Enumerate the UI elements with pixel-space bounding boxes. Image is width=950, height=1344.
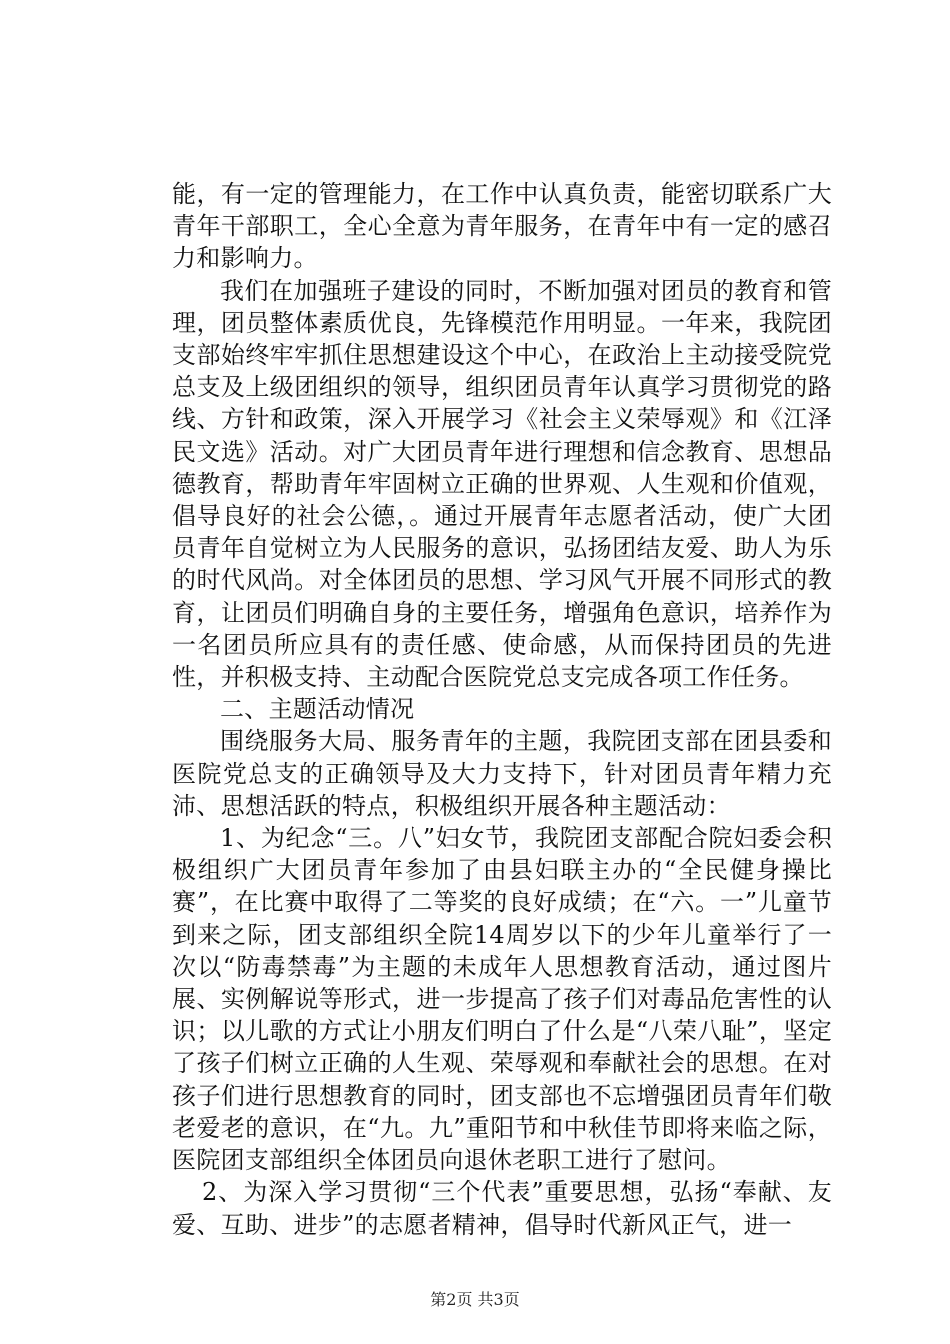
paragraph-activity-1: 1、为纪念“三。八”妇女节，我院团支部配合院妇委会积极组织广大团员青年参加了由县妇联主办的“全民健身操比赛”，在比赛中取得了二等奖的良好成绩；在“六。一”儿童节到来之际，团支部组织全院14周岁以下的少年儿童举行了一次以“防毒禁毒”为主题的未成年人思想教育活动，通过图片展、实例解说等形式，进一步提高了孩子们对毒品危害性的认识；以儿歌的方式让小朋友们明白了什么是“八荣八耻”，坚定了孩子们树立正确的人生观、荣辱观和奉献社会的思想。在对孩子们进行思想教育的同时，团支部也不忘增强团员青年们敬老爱老的意识，在“九。九”重阳节和中秋佳节即将来临之际，医院团支部组织全体团员向退休老职工进行了慰问。	[172, 824, 832, 1175]
paragraph-team-building: 我们在加强班子建设的同时，不断加强对团员的教育和管理，团员整体素质优良，先锋模范作用明显。一年来，我院团支部始终牢牢抓住思想建设这个中心，在政治上主动接受院党总支及上级团组织的领导，组织团员青年认真学习贯彻党的路线、方针和政策，深入开展学习《社会主义荣辱观》和《江泽民文选》活动。对广大团员青年进行理想和信念教育、思想品德教育，帮助青年牢固树立正确的世界观、人生观和价值观，倡导良好的社会公德，。通过开展青年志愿者活动，使广大团员青年自觉树立为人民服务的意识，弘扬团结友爱、助人为乐的时代风尚。对全体团员的思想、学习风气开展不同形式的教育，让团员们明确自身的主要任务，增强角色意识，培养作为一名团员所应具有的责任感、使命感，从而保持团员的先进性，并积极支持、主动配合医院党总支完成各项工作任务。	[172, 276, 832, 692]
page-footer: 第2页 共3页	[430, 1290, 520, 1309]
paragraph-continuation: 能，有一定的管理能力，在工作中认真负责，能密切联系广大青年干部职工，全心全意为青年服务，在青年中有一定的感召力和影响力。	[172, 180, 832, 273]
paragraph-activity-2: 2、为深入学习贯彻“三个代表”重要思想，弘扬“奉献、友爱、互助、进步”的志愿者精神，倡导时代新风正气，进一	[172, 1178, 832, 1239]
section-heading: 二、主题活动情况	[220, 695, 415, 724]
document-body	[172, 178, 832, 1241]
paragraph-theme-intro: 围绕服务大局、服务青年的主题，我院团支部在团县委和医院党总支的正确领导及大力支持下，针对团员青年精力充沛、思想活跃的特点，积极组织开展各种主题活动：	[172, 727, 832, 820]
